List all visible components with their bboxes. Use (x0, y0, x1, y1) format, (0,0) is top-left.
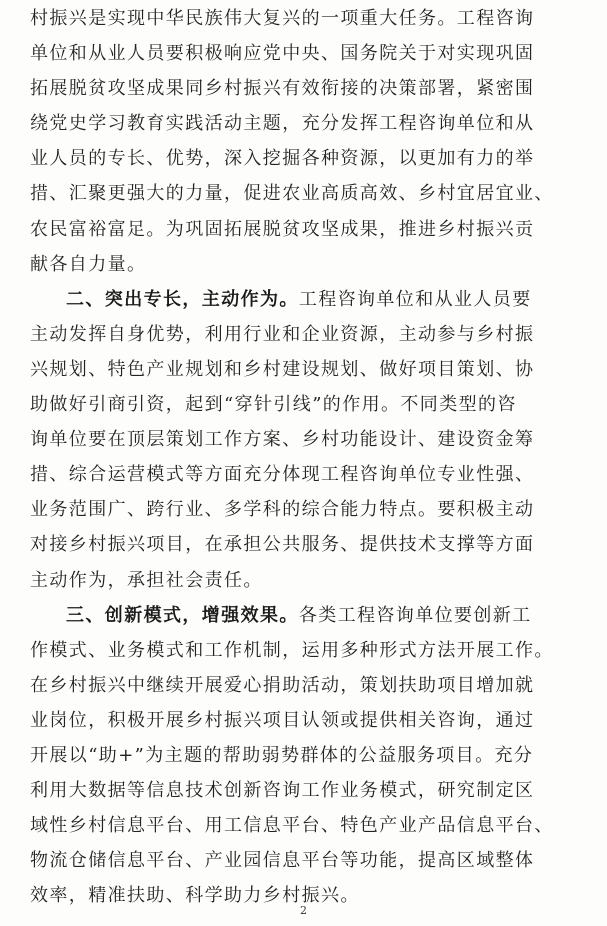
text-line: 献各自力量。 (30, 253, 147, 275)
text-line: 主动发挥自身优势，利用行业和企业资源，主动参与乡村振 (30, 323, 535, 345)
text-line: 主动作为，承担社会责任。 (30, 569, 263, 591)
section-heading-line (30, 598, 590, 633)
body-text (30, 1, 590, 913)
section-heading-line (30, 282, 590, 317)
text-line: 开展以“助+”为主题的帮助弱势群体的公益服务项目。充分 (30, 744, 534, 766)
page-number: 2 (300, 904, 307, 917)
text-line: 在乡村振兴中继续开展爱心捐助活动，策划扶助项目增加就 (30, 674, 535, 696)
text-line: 域性乡村信息平台、用工信息平台、特色产业产品信息平台、 (30, 815, 554, 837)
text-line: 措、汇聚更强大的力量，促进农业高质高效、乡村宜居宜业、 (30, 183, 554, 205)
text-line: 绕党史学习教育实践活动主题，充分发挥工程咨询单位和从 (30, 113, 535, 135)
text-line: 业岗位，积极开展乡村振兴项目认领或提供相关咨询，通过 (30, 709, 535, 731)
text-line: 效率，精准扶助、科学助力乡村振兴。 (30, 885, 360, 907)
text-line: 利用大数据等信息技术创新咨询工作业务模式，研究制定区 (30, 780, 535, 802)
text-line: 业人员的专长、优势，深入挖掘各种资源，以更加有力的举 (30, 148, 535, 170)
text-line: 村振兴是实现中华民族伟大复兴的一项重大任务。工程咨询 (30, 8, 535, 29)
text-line: 拓展脱贫攻坚成果同乡村振兴有效衔接的决策部署，紧密围 (30, 78, 535, 100)
text-line: 单位和从业人员要积极响应党中央、国务院关于对实现巩固 (30, 43, 535, 65)
section-heading: 三、创新模式，增强效果。 (66, 604, 299, 626)
section-heading: 二、突出专长，主动作为。 (66, 288, 299, 310)
text-line: 措、综合运营模式等方面充分体现工程咨询单位专业性强、 (30, 464, 535, 486)
text-line: 农民富裕富足。为巩固拓展脱贫攻坚成果，推进乡村振兴贡 (30, 218, 535, 240)
section-lead-text: 各类工程咨询单位要创新工 (298, 604, 532, 626)
text-line: 助做好引商引资，起到“穿针引线”的作用。不同类型的咨 (30, 394, 517, 416)
text-line: 兴规划、特色产业规划和乡村建设规划、做好项目策划、协 (30, 358, 535, 380)
section-lead-text: 工程咨询单位和从业人员要 (298, 288, 532, 310)
text-line: 物流仓储信息平台、产业园信息平台等功能，提高区域整体 (30, 850, 535, 872)
text-line: 作模式、业务模式和工作机制，运用多种形式方法开展工作。 (30, 639, 554, 661)
text-line: 询单位要在顶层策划工作方案、乡村功能设计、建设资金筹 (30, 429, 535, 451)
text-line: 业务范围广、跨行业、多学科的综合能力特点。要积极主动 (30, 499, 535, 521)
text-line: 对接乡村振兴项目，在承担公共服务、提供技术支撑等方面 (30, 534, 535, 556)
